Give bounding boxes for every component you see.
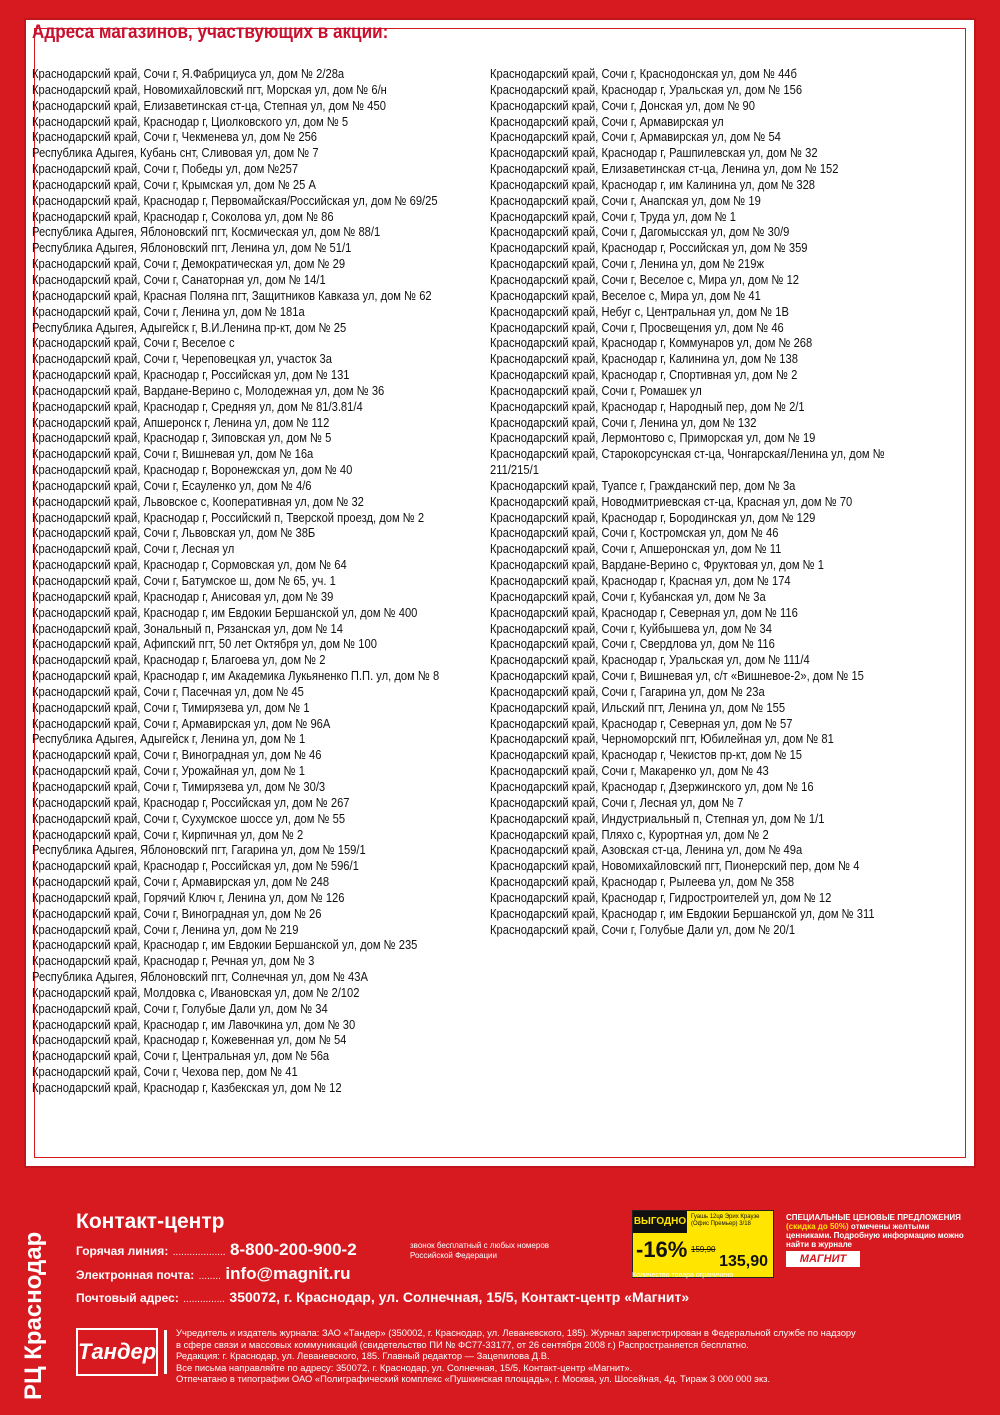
address-item: Краснодарский край, Львовское с, Кооперативная ул, дом № 32 (32, 493, 364, 509)
address-item: Республика Адыгея, Яблоновский пгт, Космическая ул, дом № 88/1 (32, 224, 381, 240)
address-item: Краснодарский край, Краснодар г, Уральская ул, дом № 156 (490, 81, 803, 97)
address-item: Краснодарский край, Сочи г, Крымская ул, дом № 25 А (32, 176, 316, 192)
imprint-line: Редакция: г. Краснодар, ул. Леваневского, 185. Главный редактор — Зацепилова Д.В. (176, 1350, 550, 1361)
address-item: Краснодарский край, Старокорсунская ст-ца, Чонгарская/Ленина ул, дом № 211/215/1 (490, 446, 885, 478)
address-item: Краснодарский край, Сочи г, Ленина ул, дом № 181а (32, 303, 305, 319)
address-item: Краснодарский край, Туапсе г, Гражданский пер, дом № 3а (490, 477, 796, 493)
address-item: Краснодарский край, Краснодар г, Соколова ул, дом № 86 (32, 208, 334, 224)
address-item: Краснодарский край, Азовская ст-ца, Ленина ул, дом № 49а (490, 842, 803, 858)
address-item: Краснодарский край, Сочи г, Центральная ул, дом № 56а (32, 1048, 330, 1064)
address-item: Краснодарский край, Краснодар г, Российский п, Тверской проезд, дом № 2 (32, 509, 425, 525)
special-offer-note (786, 1213, 966, 1249)
address-item: Краснодарский край, Сочи г, Санаторная ул, дом № 14/1 (32, 271, 326, 287)
address-item: Краснодарский край, Сочи г, Костромская ул, дом № 46 (490, 525, 779, 541)
address-item: Республика Адыгея, Яблоновский пгт, Гагарина ул, дом № 159/1 (32, 842, 366, 858)
address-item: Краснодарский край, Краснодар г, Чекистов пр-кт, дом № 15 (490, 747, 803, 763)
region-label: РЦ Краснодар (20, 1231, 47, 1400)
logo-divider (164, 1330, 167, 1374)
address-item: Республика Адыгея, Яблоновский пгт, Ленина ул, дом № 51/1 (32, 240, 352, 256)
address-item: Краснодарский край, Сочи г, Армавирская ул, дом № 96А (32, 715, 331, 731)
dot-leader: ............... (183, 1294, 225, 1305)
address-item: Краснодарский край, Веселое с, Мира ул, дом № 41 (490, 287, 761, 303)
address-item: Краснодарский край, Краснодар г, Рашпилевская ул, дом № 32 (490, 145, 818, 161)
hotline-label: Горячая линия: (76, 1244, 169, 1258)
dot-leader: ................... (172, 1247, 226, 1258)
address-item: Краснодарский край, Сочи г, Веселое с (32, 335, 235, 351)
address-item: Краснодарский край, Ильский пгт, Ленина ул, дом № 155 (490, 699, 786, 715)
price-tag-old-price: 159,90 (691, 1245, 716, 1254)
address-item: Краснодарский край, Сочи г, Лесная ул, дом № 7 (490, 794, 744, 810)
dot-leader: ........ (198, 1271, 221, 1282)
address-item: Республика Адыгея, Адыгейск г, Ленина ул, дом № 1 (32, 731, 306, 747)
address-item: Краснодарский край, Краснодар г, Уральская ул, дом № 111/4 (490, 652, 810, 668)
address-item: Краснодарский край, Сочи г, Армавирская ул, дом № 54 (490, 129, 781, 145)
address-item: Краснодарский край, Зональный п, Рязанская ул, дом № 14 (32, 620, 343, 636)
address-item: Краснодарский край, Вардане-Верино с, Молодежная ул, дом № 36 (32, 382, 385, 398)
address-item: Краснодарский край, Краснодар г, Коммунаров ул, дом № 268 (490, 335, 813, 351)
address-item: Краснодарский край, Краснодар г, им Евдокии Бершанской ул, дом № 400 (32, 604, 418, 620)
address-item: Республика Адыгея, Адыгейск г, В.И.Ленина пр-кт, дом № 25 (32, 319, 347, 335)
address-item: Краснодарский край, Краснодар г, Казбекская ул, дом № 12 (32, 1080, 342, 1095)
address-item: Краснодарский край, Черноморский пгт, Юбилейная ул, дом № 81 (490, 731, 834, 747)
address-item: Краснодарский край, Горячий Ключ г, Ленина ул, дом № 126 (32, 889, 345, 905)
address-item: Краснодарский край, Сочи г, Пасечная ул, дом № 45 (32, 683, 304, 699)
address-item: Краснодарский край, Краснодар г, Первомайская/Российская ул, дом № 69/25 (32, 192, 438, 208)
price-tag-discount: -16% (636, 1237, 688, 1262)
address-list-left (32, 66, 537, 1096)
hotline-note: звонок бесплатный с любых номеров Российской Федерации (410, 1241, 550, 1260)
address-item: Краснодарский край, Сочи г, Армавирская ул, дом № 248 (32, 874, 330, 890)
address-item: Краснодарский край, Краснодар г, Благоева ул, дом № 2 (32, 652, 326, 668)
contact-center-title: Контакт-центр (76, 1210, 225, 1233)
address-item: Краснодарский край, Сочи г, Львовская ул, дом № 38Б (32, 525, 316, 541)
address-item: Краснодарский край, Сочи г, Анапская ул, дом № 19 (490, 192, 761, 208)
email-link[interactable]: info@magnit.ru (225, 1264, 351, 1283)
address-item: Краснодарский край, Краснодар г, Северная ул, дом № 116 (490, 604, 798, 620)
address-item: Краснодарский край, Новомихайловский пгт, Морская ул, дом № 6/н (32, 81, 387, 97)
imprint-text (176, 1327, 976, 1385)
address-item: Краснодарский край, Краснодар г, Российская ул, дом № 596/1 (32, 858, 359, 874)
imprint-line: в сфере связи и массовых коммуникаций (свидетельство ПИ № ФС77-33177, от 26 сентября 2008 г.) Распространяется бесплатно. (176, 1338, 749, 1350)
address-item: Краснодарский край, Сочи г, Чекменева ул, дом № 256 (32, 129, 318, 145)
address-item: Краснодарский край, Краснодар г, Северная ул, дом № 57 (490, 715, 793, 731)
address-item: Краснодарский край, Вардане-Верино с, Фруктовая ул, дом № 1 (490, 557, 824, 573)
address-item: Краснодарский край, Сочи г, Победы ул, дом №257 (32, 161, 299, 177)
email-row (76, 1264, 351, 1284)
address-item: Краснодарский край, Сочи г, Ленина ул, дом № 219 (32, 921, 299, 937)
address-item: Краснодарский край, Краснодар г, Красная ул, дом № 174 (490, 573, 791, 588)
address-item: Краснодарский край, Краснодар г, Российская ул, дом № 359 (490, 240, 808, 256)
postal-address: 350072, г. Краснодар, ул. Солнечная, 15/5, Контакт-центр «Магнит» (229, 1289, 690, 1305)
address-item: Краснодарский край, Сочи г, Чехова пер, дом № 41 (32, 1064, 298, 1080)
price-tag-sample (632, 1210, 774, 1278)
postal-row (76, 1289, 689, 1307)
address-item: Краснодарский край, Краснодар г, Рылеева ул, дом № 358 (490, 874, 795, 890)
tander-logo: Тандер (76, 1328, 158, 1376)
address-item: Краснодарский край, Сочи г, Ромашек ул (490, 382, 702, 398)
imprint-line: Отпечатано в типографии ОАО «Полиграфический комплекс «Пушкинская площадь», г. Москва, ул. Шосейная, 4д. Тираж 3 000 000 экз. (176, 1373, 771, 1384)
address-item: Краснодарский край, Сочи г, Ленина ул, дом № 132 (490, 414, 757, 430)
address-item: Краснодарский край, Сочи г, Донская ул, дом № 90 (490, 97, 756, 113)
address-item: Краснодарский край, Сочи г, Свердлова ул, дом № 116 (490, 636, 775, 652)
address-item: Краснодарский край, Краснодар г, Анисовая ул, дом № 39 (32, 588, 334, 604)
address-item: Краснодарский край, Сочи г, Виноградная ул, дом № 46 (32, 747, 322, 763)
address-item: Краснодарский край, Краснодар г, Гидростроителей ул, дом № 12 (490, 889, 832, 905)
address-item: Краснодарский край, Краснодар г, им Евдокии Бершанской ул, дом № 235 (32, 937, 418, 953)
address-item: Краснодарский край, Сочи г, Есауленко ул, дом № 4/6 (32, 477, 312, 493)
address-item: Краснодарский край, Краснодар г, Циолковского ул, дом № 5 (32, 113, 349, 129)
address-item: Краснодарский край, Сочи г, Веселое с, Мира ул, дом № 12 (490, 271, 800, 287)
address-item: Краснодарский край, Сочи г, Голубые Дали ул, дом № 20/1 (490, 921, 796, 937)
address-item: Краснодарский край, Краснодар г, Воронежская ул, дом № 40 (32, 462, 353, 478)
address-item: Краснодарский край, Новодмитриевская ст-ца, Красная ул, дом № 70 (490, 493, 853, 509)
address-item: Краснодарский край, Краснодар г, Калинина ул, дом № 138 (490, 351, 798, 367)
address-item: Краснодарский край, Пляхо с, Курортная ул, дом № 2 (490, 826, 769, 842)
address-item: Краснодарский край, Красная Поляна пгт, Защитников Кавказа ул, дом № 62 (32, 287, 432, 303)
address-item: Краснодарский край, Небуг с, Центральная ул, дом № 1В (490, 303, 789, 319)
address-item: Краснодарский край, Сочи г, Вишневая ул, с/т «Вишневое-2», дом № 15 (490, 668, 864, 684)
address-item: Краснодарский край, Сочи г, Труда ул, дом № 1 (490, 208, 736, 224)
address-item: Краснодарский край, Сочи г, Демократическая ул, дом № 29 (32, 256, 346, 272)
address-item: Краснодарский край, Апшеронск г, Ленина ул, дом № 112 (32, 414, 330, 430)
price-tag-head: ВЫГОДНО (633, 1211, 687, 1233)
address-item: Краснодарский край, Сочи г, Вишневая ул, дом № 16а (32, 446, 314, 462)
price-tag-price: 135,90 (719, 1253, 768, 1270)
magnit-logo: МАГНИТ (786, 1251, 860, 1267)
address-list-right (490, 66, 988, 937)
price-tag-caption: Количество товара ограничено (632, 1272, 734, 1279)
imprint-line: Учредитель и издатель журнала: ЗАО «Тандер» (350002, г. Краснодар, ул. Леваневского, 185). Журнал зарегистрирован в Федеральной службе по надзору (176, 1327, 856, 1338)
address-item: Краснодарский край, Лермонтово с, Приморская ул, дом № 19 (490, 430, 816, 446)
address-item: Краснодарский край, Сочи г, Куйбышева ул, дом № 34 (490, 620, 772, 636)
address-item: Краснодарский край, Краснодар г, Средняя ул, дом № 81/3.81/4 (32, 398, 363, 414)
address-item: Республика Адыгея, Кубань снт, Сливовая ул, дом № 7 (32, 145, 319, 161)
address-item: Краснодарский край, Новомихайловский пгт, Пионерский пер, дом № 4 (490, 858, 860, 874)
address-item: Краснодарский край, Краснодар г, им Калинина ул, дом № 328 (490, 176, 816, 192)
address-item: Краснодарский край, Сочи г, Тимирязева ул, дом № 30/3 (32, 778, 326, 794)
address-item: Краснодарский край, Сочи г, Урожайная ул, дом № 1 (32, 763, 305, 779)
address-item: Краснодарский край, Молдовка с, Ивановская ул, дом № 2/102 (32, 984, 360, 1000)
address-item: Республика Адыгея, Яблоновский пгт, Солнечная ул, дом № 43А (32, 969, 368, 985)
address-item: Краснодарский край, Краснодар г, им Лавочкина ул, дом № 30 (32, 1016, 356, 1032)
imprint-line: Все письма направляйте по адресу: 350072, г. Краснодар, ул. Солнечная, 15/5, Контакт-центр «Магнит». (176, 1361, 633, 1373)
address-item: Краснодарский край, Сочи г, Ленина ул, дом № 219ж (490, 256, 764, 272)
address-item: Краснодарский край, Краснодар г, Спортивная ул, дом № 2 (490, 367, 798, 383)
hotline-row (76, 1240, 357, 1260)
address-item: Краснодарский край, Краснодар г, им Евдокии Бершанской ул, дом № 311 (490, 905, 875, 921)
address-item: Краснодарский край, Сочи г, Апшеронская ул, дом № 11 (490, 541, 782, 557)
address-item: Краснодарский край, Сочи г, Гагарина ул, дом № 23а (490, 683, 765, 699)
page-title: Адреса магазинов, участвующих в акции: (32, 22, 389, 43)
address-item: Краснодарский край, Сочи г, Армавирская ул (490, 113, 724, 129)
address-item: Краснодарский край, Сочи г, Кубанская ул, дом № 3а (490, 588, 766, 604)
hotline-number[interactable]: 8-800-200-900-2 (230, 1240, 357, 1259)
address-item: Краснодарский край, Сочи г, Виноградная ул, дом № 26 (32, 905, 322, 921)
address-item: Краснодарский край, Краснодар г, Народный пер, дом № 2/1 (490, 398, 805, 414)
special-offer-highlight: (скидка до 50%) (786, 1222, 849, 1231)
address-item: Краснодарский край, Сочи г, Я.Фабрициуса ул, дом № 2/28а (32, 66, 345, 81)
address-item: Краснодарский край, Елизаветинская ст-ца, Ленина ул, дом № 152 (490, 161, 839, 177)
address-item: Краснодарский край, Сочи г, Батумское ш, дом № 65, уч. 1 (32, 573, 336, 588)
address-item: Краснодарский край, Сочи г, Тимирязева ул, дом № 1 (32, 699, 310, 715)
address-item: Краснодарский край, Сочи г, Дагомысская ул, дом № 30/9 (490, 224, 790, 240)
address-item: Краснодарский край, Афипский пгт, 50 лет Октября ул, дом № 100 (32, 636, 377, 652)
address-item: Краснодарский край, Сочи г, Лесная ул (32, 541, 235, 557)
address-item: Краснодарский край, Сочи г, Голубые Дали ул, дом № 34 (32, 1000, 328, 1016)
address-item: Краснодарский край, Краснодар г, Российская ул, дом № 267 (32, 794, 350, 810)
special-offer-text: отмечены желтыми ценниками. Подробную информацию можно найти в журнале (786, 1222, 964, 1249)
address-item: Краснодарский край, Индустриальный п, Степная ул, дом № 1/1 (490, 810, 825, 826)
address-item: Краснодарский край, Сочи г, Кирпичная ул, дом № 2 (32, 826, 304, 842)
address-item: Краснодарский край, Краснодар г, Зиповская ул, дом № 5 (32, 430, 332, 446)
address-item: Краснодарский край, Краснодар г, Дзержинского ул, дом № 16 (490, 778, 814, 794)
address-item: Краснодарский край, Краснодар г, Российская ул, дом № 131 (32, 367, 350, 383)
address-item: Краснодарский край, Краснодар г, Кожевенная ул, дом № 54 (32, 1032, 347, 1048)
address-item: Краснодарский край, Елизаветинская ст-ца, Степная ул, дом № 450 (32, 97, 386, 113)
address-item: Краснодарский край, Краснодар г, им Академика Лукьяненко П.П. ул, дом № 8 (32, 668, 440, 684)
address-item: Краснодарский край, Сочи г, Череповецкая ул, участок 3а (32, 351, 332, 367)
address-item: Краснодарский край, Сочи г, Макаренко ул, дом № 43 (490, 763, 769, 779)
postal-label: Почтовый адрес: (76, 1291, 179, 1305)
address-item: Краснодарский край, Сочи г, Сухумское шоссе ул, дом № 55 (32, 810, 346, 826)
address-item: Краснодарский край, Сочи г, Просвещения ул, дом № 46 (490, 319, 784, 335)
address-item: Краснодарский край, Краснодар г, Сормовская ул, дом № 64 (32, 557, 347, 573)
address-item: Краснодарский край, Краснодар г, Бородинская ул, дом № 129 (490, 509, 816, 525)
price-tag-product: Гуашь 12цв Эрих Краузе (Офис Премьер) 3/18 (691, 1214, 760, 1227)
address-item: Краснодарский край, Сочи г, Краснодонская ул, дом № 44б (490, 66, 797, 81)
special-offer-title: СПЕЦИАЛЬНЫЕ ЦЕНОВЫЕ ПРЕДЛОЖЕНИЯ (786, 1213, 961, 1222)
email-label: Электронная почта: (76, 1268, 195, 1282)
address-item: Краснодарский край, Краснодар г, Речная ул, дом № 3 (32, 953, 315, 969)
